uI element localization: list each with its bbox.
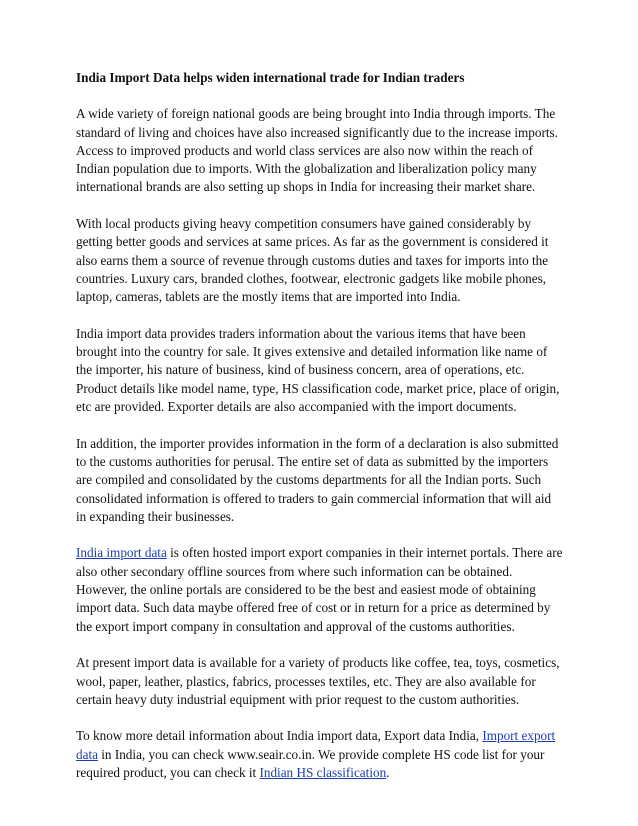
paragraph-6: At present import data is available for a variety of products like coffee, tea, toys, cosmetics, wool, paper, leather, plastics, fabrics, processes textiles, etc. They are also available for certain heavy duty industrial equipment with prior request to the custom authorities. (76, 655, 560, 707)
paragraph-5-text: is often hosted import export companies in their internet portals. There are also other secondary offline sources from where such information can be obtained. However, the online portals are considered to be the best and easiest mode of obtaining import data. Such data maybe offered free of cost or in return for a price as determined by the export import company in consultation and approval of the customs authorities. (76, 545, 563, 634)
import-export-data-link[interactable]: Import export data (76, 728, 556, 762)
paragraph-7-text-2: in India, you can check www.seair.co.in. We provide complete HS code list for your required product, you can check it (76, 746, 545, 780)
paragraph-4: In addition, the importer provides information in the form of a declaration is also submitted to the customs authorities for perusal. The entire set of data as submitted by the importers are compiled and consolidated by the customs departments for all the Indian ports. Such consolidated information is offered to traders to gain commercial information that will aid in expanding their businesses. (76, 435, 559, 524)
india-import-data-link[interactable]: India import data (76, 545, 167, 561)
paragraph-7-text-1: To know more detail information about India import data, Export data India, (76, 728, 483, 744)
indian-hs-classification-link[interactable]: Indian HS classification (259, 764, 387, 780)
document-title: India Import Data helps widen international trade for Indian traders (76, 70, 465, 85)
paragraph-7 (76, 727, 564, 782)
paragraph-1: A wide variety of foreign national goods are being brought into India through imports. The standard of living and choices have also increased significantly due to the increase imports. Access to improved products and world class services are also now within the reach of Indian population due to imports. With the globalization and liberalization policy many international brands are also setting up shops in India for increasing their market share. (76, 106, 558, 195)
paragraph-3: India import data provides traders information about the various items that have been brought into the country for sale. It gives extensive and detailed information like name of the importer, his nature of business, kind of business concern, area of operations, etc. Product details like model name, type, HS classification code, market price, place of origin, etc are provided. Exporter details are also accompanied with the import documents. (76, 325, 560, 415)
paragraph-7-text-3: . (386, 764, 390, 780)
paragraph-2: With local products giving heavy competition consumers have gained considerably by getting better goods and services at same prices. As far as the government is considered it also earns them a source of revenue through customs duties and taxes for imports into the countries. Luxury cars, branded clothes, footwear, electronic gadgets like mobile phones, laptop, cameras, tablets are the mostly items that are imported into India. (76, 216, 549, 305)
paragraph-5 (76, 544, 564, 635)
document-content (76, 69, 564, 801)
